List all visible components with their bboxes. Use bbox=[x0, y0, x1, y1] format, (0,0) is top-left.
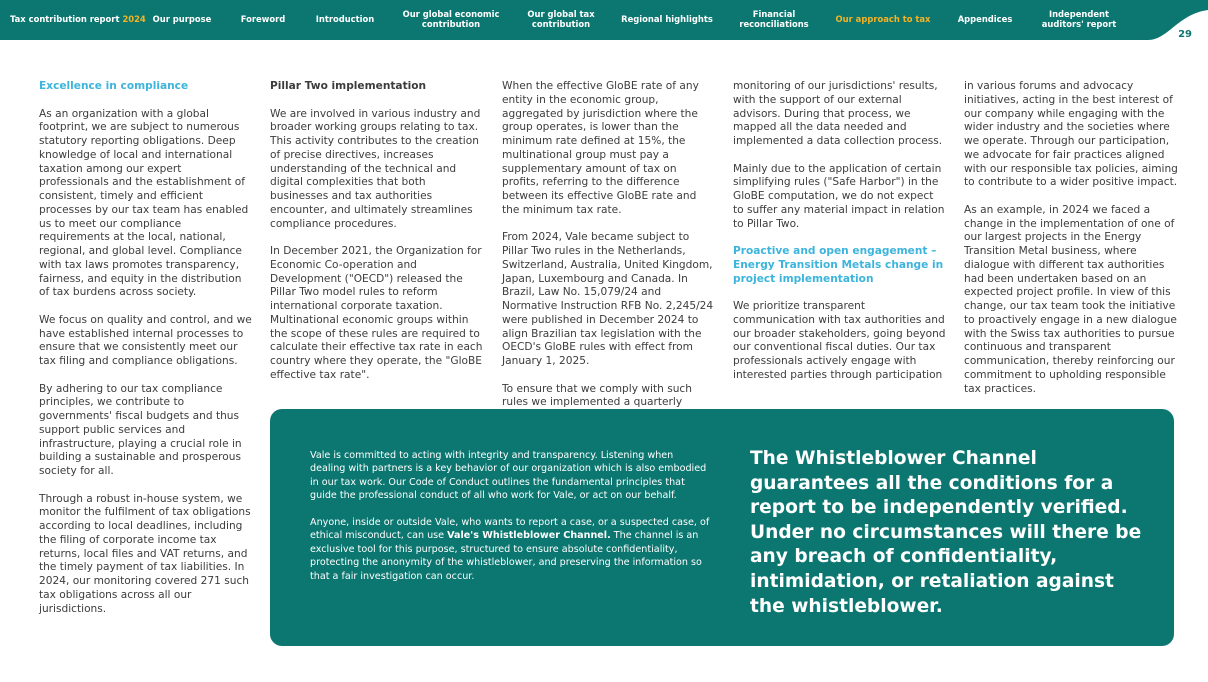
heading-excellence-in-compliance: Excellence in compliance bbox=[39, 80, 189, 92]
nav-item-approach-to-tax[interactable]: Our approach to tax bbox=[835, 14, 931, 24]
paragraph: We focus on quality and control, and we have established internal processes to ensure that we consistently meet our tax filing and compliance obligations. bbox=[39, 313, 252, 367]
paragraph: monitoring of our jurisdictions' results, with the support of our external advisors. During that process, we mapped all the data needed and implemented a data collection process. bbox=[733, 80, 943, 147]
column-2 bbox=[270, 80, 484, 396]
nav-report-year: 2024 bbox=[122, 14, 146, 24]
paragraph: in various forums and advocacy initiatives, acting in the best interest of our company while engaging with the wider industry and the societies where we operate. Through our participation, we advocate for fair practices aligned with our responsible tax policies, aiming to contribute to a wider positive impact. bbox=[964, 80, 1178, 189]
whistleblower-channel-emphasis: Vale's Whistleblower Channel. bbox=[447, 530, 611, 542]
callout-paragraph: Vale is committed to acting with integrity and transparency. Listening when dealing with partners is a key behavior of our organization which is also embodied in our tax work. Our Code of Conduct outlines the fundamental principles that guide the professional conduct of all who work for Vale, or act on our behalf. bbox=[310, 450, 707, 502]
paragraph: As an organization with a global footprint, we are subject to numerous statutory reporting obligations. Deep knowledge of local and international taxation among our expert professionals and the establishment of consistent, timely and efficient processes by our tax team has enabled us to meet our compliance requirements at the local, national, regional, and global level. Compliance with tax laws promotes transparency, fairness, and equity in the distribution of tax burdens across society. bbox=[39, 107, 249, 299]
paragraph: We are involved in various industry and broader working groups relating to tax. This activity contributes to the creation of precise directives, increases understanding of the technical and digital complexities that both businesses and tax authorities encounter, and ultimately streamlines compliance procedures. bbox=[270, 107, 481, 230]
paragraph: We prioritize transparent communication with tax authorities and our broader stakeholders, going beyond our conventional fiscal duties. Our tax professionals actively engage with interested parties through participation bbox=[733, 300, 946, 381]
nav-report-title-text: Tax contribution report bbox=[10, 14, 120, 24]
heading-pillar-two-implementation: Pillar Two implementation bbox=[270, 80, 427, 92]
callout-body bbox=[310, 449, 710, 596]
paragraph: When the effective GloBE rate of any entity in the economic group, aggregated by jurisdiction where the group operates, is lower than the minimum rate defined at 15%, the multinational group must pay a supplementary amount of tax on profits, referring to the difference between its effective GloBE rate and the minimum tax rate. bbox=[502, 80, 699, 216]
whistleblower-callout-box bbox=[270, 409, 1174, 646]
column-5 bbox=[964, 80, 1178, 410]
column-3 bbox=[502, 80, 716, 424]
paragraph: As an example, in 2024 we faced a change in the implementation of one of our largest projects in the Energy Transition Metal business, where dialogue with different tax authorities had been undertaken based on an expected project profile. In view of this change, our tax team took the initiative to proactively engage in a new dialogue with the Swiss tax authorities to pursue continuous and transparent communication, thereby reinforcing our commitment to upholding responsible tax practices. bbox=[964, 203, 1177, 395]
nav-item-appendices[interactable]: Appendices bbox=[957, 14, 1013, 24]
heading-proactive-engagement: Proactive and open engagement – Energy Transition Metals change in project implementation bbox=[733, 245, 944, 285]
nav-item-foreword[interactable]: Foreword bbox=[240, 14, 286, 24]
paragraph: Mainly due to the application of certain simplifying rules ("Safe Harbor") in the GloBE computation, we do not expect to suffer any material impact in relation to Pillar Two. bbox=[733, 162, 945, 230]
page-number: 29 bbox=[1178, 29, 1192, 40]
paragraph: In December 2021, the Organization for Economic Co-operation and Development ("OECD") released the Pillar Two model rules to reform international corporate taxation. Multinational economic groups within the scope of these rules are required to calculate their effective tax rate in each country where they operate, the "GloBE effective tax rate". bbox=[270, 245, 483, 381]
callout-paragraph bbox=[310, 516, 710, 583]
callout-text: Anyone, inside or outside Vale, who wants to report a case, or a suspected case, of ethical misconduct, can use bbox=[310, 517, 710, 542]
callout-text: The channel is an exclusive tool for this purpose, structured to ensure absolute confidentiality, protecting the anonymity of the whistleblower, and preserving the information so that a fair investigation can occur. bbox=[310, 530, 702, 582]
nav-item-global-economic-contribution[interactable]: Our global economic contribution bbox=[402, 9, 500, 29]
column-4 bbox=[733, 80, 947, 396]
nav-item-financial-reconciliations[interactable]: Financial reconciliations bbox=[739, 9, 809, 29]
nav-item-introduction[interactable]: Introduction bbox=[315, 14, 375, 24]
paragraph: To ensure that we comply with such rules we implemented a quarterly bbox=[502, 382, 692, 409]
callout-pull-quote: The Whistleblower Channel guarantees all the conditions for a report to be independently verified. Under no circumstances will there be any breach of confidentiality, intimidation, or retaliation against the whistleblower. bbox=[750, 448, 1142, 617]
nav-report-title[interactable] bbox=[10, 0, 146, 38]
paragraph: By adhering to our tax compliance principles, we contribute to governments' fiscal budgets and thus support public services and infrastructure, playing a crucial role in building a sustainable and prosperous society for all. bbox=[39, 382, 242, 477]
nav-item-global-tax-contribution[interactable]: Our global tax contribution bbox=[527, 9, 595, 29]
nav-item-our-purpose[interactable]: Our purpose bbox=[152, 14, 212, 24]
paragraph: From 2024, Vale became subject to Pillar Two rules in the Netherlands, Switzerland, Australia, United Kingdom, Japan, Luxembourg and Canada. In Brazil, Law No. 15,079/24 and Normative Instruction RFB No. 2,245/24 were published in December 2024 to align Brazilian tax legislation with the OECD's GloBE rules with effect from January 1, 2025. bbox=[502, 231, 714, 367]
paragraph: Through a robust in-house system, we monitor the fulfilment of tax obligations according to local deadlines, including the filing of corporate income tax returns, local files and VAT returns, and the timely payment of tax liabilities. In 2024, our monitoring covered 271 such tax obligations across all our jurisdictions. bbox=[39, 492, 251, 615]
nav-item-regional-highlights[interactable]: Regional highlights bbox=[621, 14, 713, 24]
nav-item-independent-auditors-report[interactable]: Independent auditors' report bbox=[1041, 9, 1117, 29]
top-navigation-bar bbox=[0, 0, 1208, 40]
column-1 bbox=[39, 80, 253, 630]
